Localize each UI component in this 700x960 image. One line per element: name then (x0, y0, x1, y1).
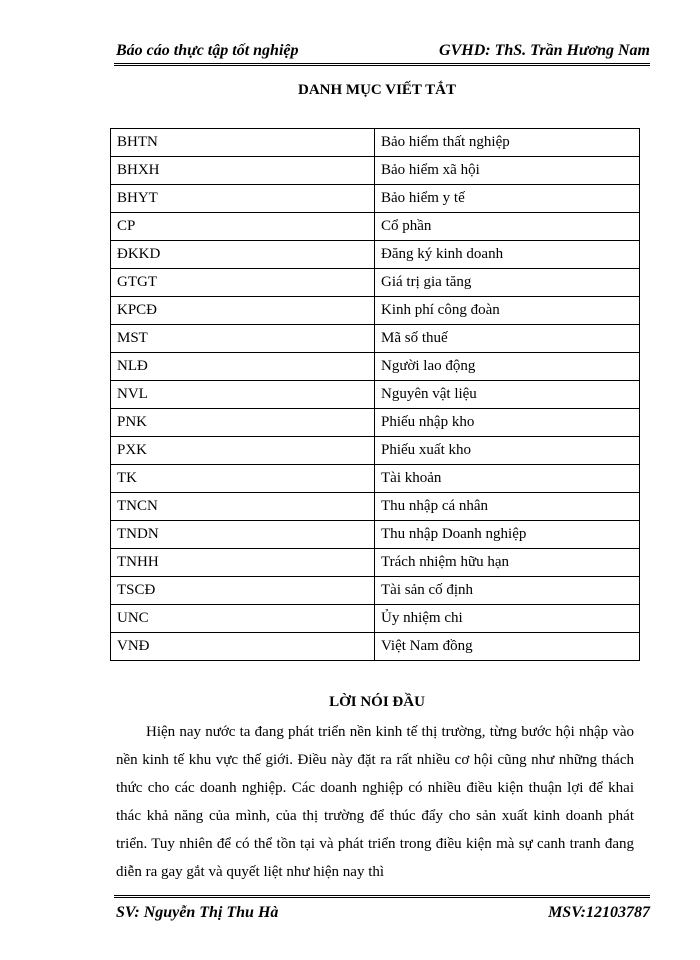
abbreviation-code: PXK (111, 437, 375, 465)
table-row (111, 325, 640, 353)
abbreviation-code: GTGT (111, 269, 375, 297)
table-row (111, 549, 640, 577)
abbreviation-meaning: Đăng ký kinh doanh (375, 241, 640, 269)
table-row (111, 297, 640, 325)
abbreviation-meaning: Bảo hiểm y tế (375, 185, 640, 213)
table-row (111, 633, 640, 661)
intro-paragraph (116, 718, 634, 886)
abbreviation-code: BHTN (111, 129, 375, 157)
table-row (111, 437, 640, 465)
abbreviation-code: VNĐ (111, 633, 375, 661)
table-row (111, 241, 640, 269)
table-row (111, 381, 640, 409)
abbreviation-code: KPCĐ (111, 297, 375, 325)
abbreviation-code: NVL (111, 381, 375, 409)
abbreviation-code: TNDN (111, 521, 375, 549)
abbreviation-code: NLĐ (111, 353, 375, 381)
abbreviation-code: BHYT (111, 185, 375, 213)
table-row (111, 465, 640, 493)
abbreviation-code: ĐKKD (111, 241, 375, 269)
page-title: DANH MỤC VIẾT TẮT (298, 82, 456, 98)
footer-divider (114, 895, 650, 898)
abbreviation-code: CP (111, 213, 375, 241)
table-row (111, 185, 640, 213)
table-row (111, 493, 640, 521)
abbreviation-meaning: Kinh phí công đoàn (375, 297, 640, 325)
abbreviation-meaning: Phiếu nhập kho (375, 409, 640, 437)
abbreviation-code: TNCN (111, 493, 375, 521)
table-row (111, 521, 640, 549)
abbreviation-meaning: Mã số thuế (375, 325, 640, 353)
abbreviation-meaning: Ủy nhiệm chi (375, 605, 640, 633)
header-supervisor: GVHD: ThS. Trần Hương Nam (439, 42, 650, 59)
header-divider (114, 63, 650, 66)
table-row (111, 605, 640, 633)
abbreviation-meaning: Tài sản cố định (375, 577, 640, 605)
abbreviation-meaning: Tài khoản (375, 465, 640, 493)
abbreviation-code: BHXH (111, 157, 375, 185)
header-report-title: Báo cáo thực tập tốt nghiệp (116, 42, 299, 59)
abbreviation-table (110, 128, 640, 661)
table-row (111, 157, 640, 185)
page-footer (116, 902, 650, 928)
abbreviation-meaning: Bảo hiểm thất nghiệp (375, 129, 640, 157)
abbreviation-meaning: Thu nhập Doanh nghiệp (375, 521, 640, 549)
abbreviation-meaning: Việt Nam đồng (375, 633, 640, 661)
footer-student-name: SV: Nguyễn Thị Thu Hà (116, 904, 279, 921)
table-row (111, 269, 640, 297)
abbreviation-code: TK (111, 465, 375, 493)
footer-student-id: MSV:12103787 (548, 904, 650, 921)
abbreviation-table-body (111, 129, 640, 661)
abbreviation-meaning: Nguyên vật liệu (375, 381, 640, 409)
table-row (111, 577, 640, 605)
abbreviation-meaning: Cổ phần (375, 213, 640, 241)
table-row (111, 409, 640, 437)
abbreviation-code: TNHH (111, 549, 375, 577)
abbreviation-code: MST (111, 325, 375, 353)
abbreviation-code: PNK (111, 409, 375, 437)
section-title: LỜI NÓI ĐẦU (329, 694, 425, 710)
abbreviation-meaning: Giá trị gia tăng (375, 269, 640, 297)
abbreviation-code: UNC (111, 605, 375, 633)
abbreviation-meaning: Người lao động (375, 353, 640, 381)
abbreviation-meaning: Phiếu xuất kho (375, 437, 640, 465)
abbreviation-meaning: Trách nhiệm hữu hạn (375, 549, 640, 577)
table-row (111, 129, 640, 157)
abbreviation-meaning: Bảo hiểm xã hội (375, 157, 640, 185)
intro-paragraph-text: Hiện nay nước ta đang phát triển nền kinh tế thị trường, từng bước hội nhập vào nền kinh tế khu vực thế giới. Điều này đặt ra rất nhiều cơ hội cũng như những thách thức cho các doanh nghiệp. Các doanh nghiệp có nhiều điều kiện thuận lợi để khai thác khả năng của mình, của thị trường để thúc đẩy cho sản xuất kinh doanh phát triển. Tuy nhiên để có thể tồn tại và phát triển trong điều kiện mà sự canh tranh đang diễn ra gay gắt và quyết liệt như hiện nay thì (116, 724, 634, 880)
table-row (111, 213, 640, 241)
table-row (111, 353, 640, 381)
abbreviation-code: TSCĐ (111, 577, 375, 605)
abbreviation-meaning: Thu nhập cá nhân (375, 493, 640, 521)
